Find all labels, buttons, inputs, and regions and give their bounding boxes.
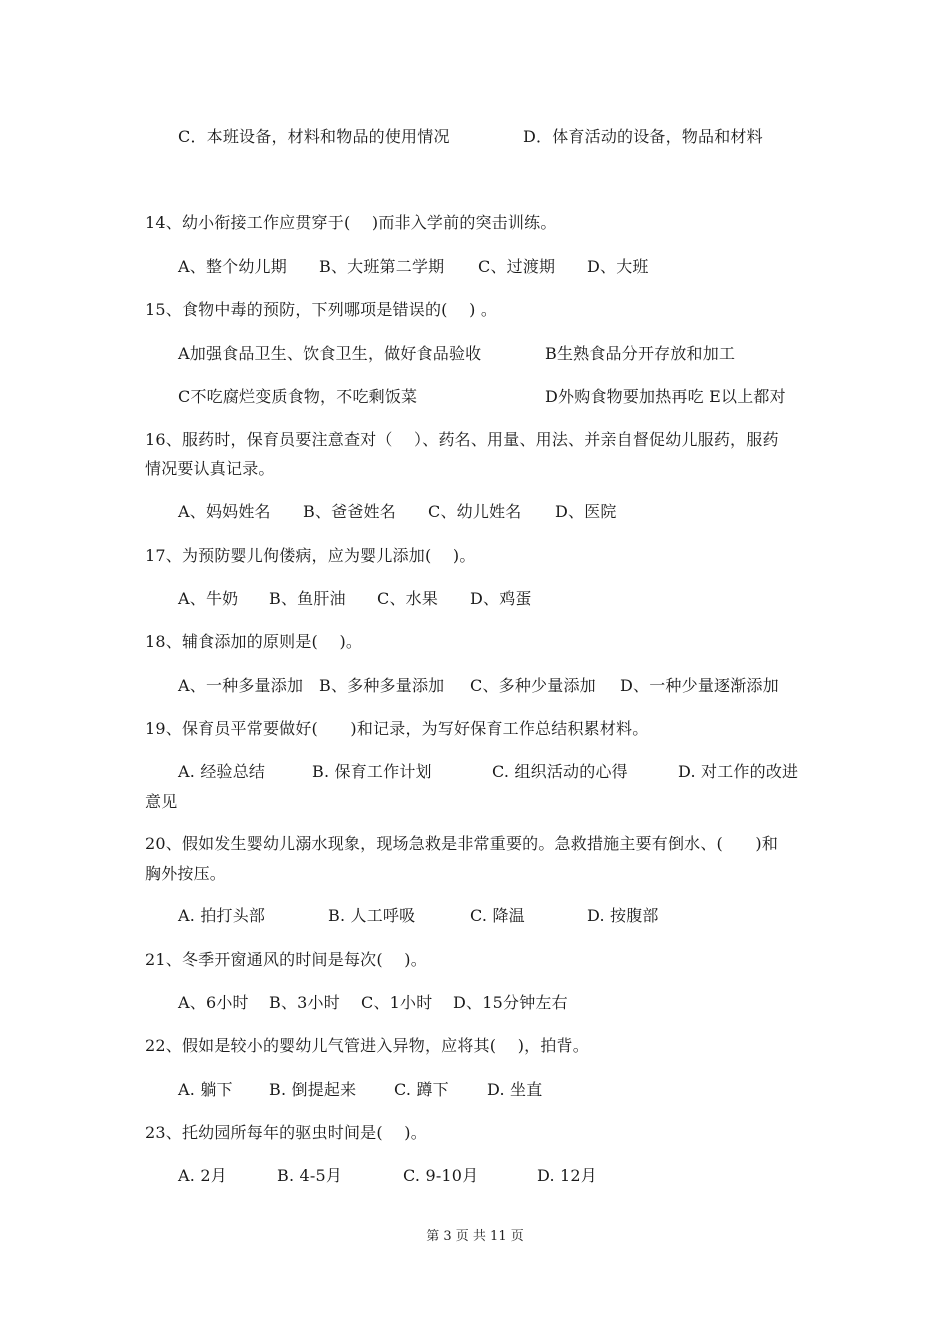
q19-option-b: B. 保育工作计划: [312, 762, 432, 781]
q18-option-a: A、一种多量添加: [178, 676, 304, 695]
q14-option-b: B、大班第二学期: [319, 257, 445, 276]
q23-option-b: B. 4-5月: [277, 1166, 343, 1185]
q20-option-d: D. 按腹部: [587, 906, 659, 925]
q15-option-d: D外购食物要加热再吃 E以上都对: [545, 387, 786, 406]
q15-option-a: A加强食品卫生、饮食卫生，做好食品验收: [178, 344, 482, 363]
q22-option-a: A. 躺下: [178, 1080, 233, 1099]
q14-option-d: D、大班: [587, 257, 649, 276]
q23-option-c: C. 9-10月: [403, 1166, 479, 1185]
q18-stem: 18、辅食添加的原则是( )。: [145, 632, 363, 651]
q16-stem-line1: 16、服药时，保育员要注意查对（ ）、药名、用量、用法、并亲自督促幼儿服药，服药: [145, 430, 779, 449]
q17-option-c: C、水果: [377, 589, 439, 608]
q20-option-c: C. 降温: [470, 906, 525, 925]
q19-option-d-wrap: 意见: [145, 792, 178, 811]
q19-option-c: C. 组织活动的心得: [492, 762, 628, 781]
q23-stem: 23、托幼园所每年的驱虫时间是( )。: [145, 1123, 427, 1142]
q19-option-a: A. 经验总结: [178, 762, 266, 781]
q19-option-d: D. 对工作的改进: [678, 762, 799, 781]
q17-option-b: B、鱼肝油: [269, 589, 346, 608]
q15-stem: 15、食物中毒的预防，下列哪项是错误的( ) 。: [145, 300, 498, 319]
q15-option-c: C不吃腐烂变质食物，不吃剩饭菜: [178, 387, 418, 406]
q23-option-a: A. 2月: [178, 1166, 227, 1185]
q23-option-d: D. 12月: [537, 1166, 597, 1185]
q16-stem-line2: 情况要认真记录。: [145, 459, 275, 478]
q21-stem: 21、冬季开窗通风的时间是每次( )。: [145, 950, 427, 969]
q20-option-b: B. 人工呼吸: [328, 906, 416, 925]
q14-stem: 14、幼小衔接工作应贯穿于( )而非入学前的突击训练。: [145, 213, 557, 232]
q22-option-c: C. 蹲下: [394, 1080, 449, 1099]
q20-option-a: A. 拍打头部: [178, 906, 266, 925]
q18-option-c: C、多种少量添加: [470, 676, 596, 695]
q18-option-d: D、一种少量逐渐添加: [620, 676, 779, 695]
q17-stem: 17、为预防婴儿佝偻病，应为婴儿添加( )。: [145, 546, 476, 565]
q16-option-d: D、医院: [555, 502, 617, 521]
q17-option-a: A、牛奶: [178, 589, 239, 608]
page-number-footer: 第 3 页 共 11 页: [426, 1229, 524, 1244]
q13-option-c: C．本班设备，材料和物品的使用情况: [178, 127, 450, 146]
q20-stem-line1: 20、假如发生婴幼儿溺水现象，现场急救是非常重要的。急救措施主要有倒水、( )和: [145, 834, 779, 853]
q13-option-d: D．体育活动的设备，物品和材料: [523, 127, 763, 146]
q22-option-d: D. 坐直: [487, 1080, 543, 1099]
q20-stem-line2: 胸外按压。: [145, 864, 227, 883]
q22-stem: 22、假如是较小的婴幼儿气管进入异物，应将其( )，拍背。: [145, 1036, 589, 1055]
q21-option-a: A、6小时: [178, 993, 249, 1012]
q19-stem: 19、保育员平常要做好( )和记录，为写好保育工作总结积累材料。: [145, 719, 649, 738]
q22-option-b: B. 倒提起来: [269, 1080, 357, 1099]
q14-option-a: A、整个幼儿期: [178, 257, 287, 276]
q21-option-c: C、1小时: [361, 993, 433, 1012]
q21-option-d: D、15分钟左右: [453, 993, 568, 1012]
q16-option-b: B、爸爸姓名: [303, 502, 396, 521]
q21-option-b: B、3小时: [269, 993, 340, 1012]
q15-option-b: B生熟食品分开存放和加工: [545, 344, 736, 363]
q16-option-a: A、妈妈姓名: [178, 502, 271, 521]
q16-option-c: C、幼儿姓名: [428, 502, 522, 521]
q17-option-d: D、鸡蛋: [470, 589, 532, 608]
q18-option-b: B、多种多量添加: [319, 676, 445, 695]
q14-option-c: C、过渡期: [478, 257, 556, 276]
